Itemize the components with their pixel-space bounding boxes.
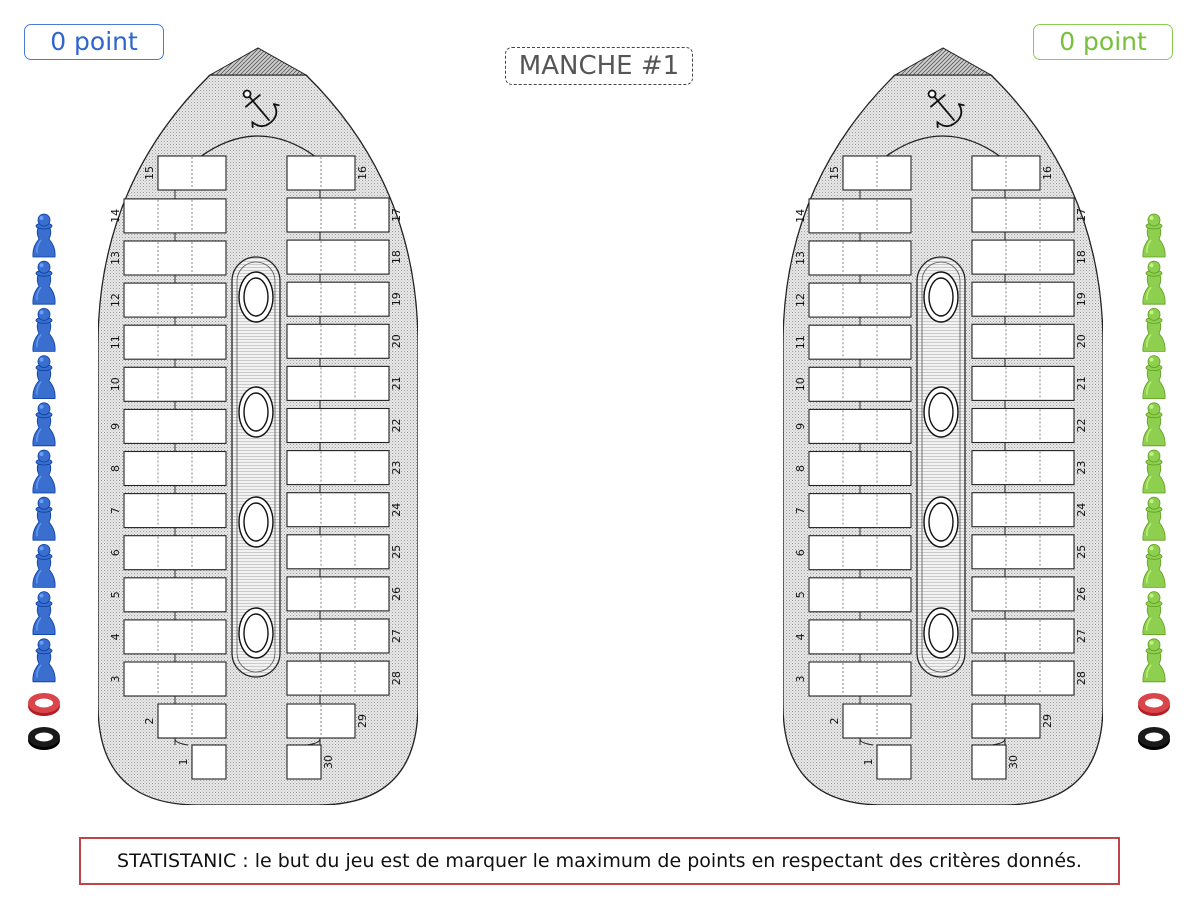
porthole-icon (239, 387, 273, 437)
board-square-11[interactable] (109, 325, 226, 359)
board-square-number: 4 (794, 633, 807, 641)
ship-board-right (783, 45, 1103, 805)
board-square-number: 22 (1075, 418, 1088, 433)
pawn-reserve-svg (27, 213, 61, 758)
board-square-number: 6 (794, 549, 807, 557)
board-square-13[interactable] (109, 241, 226, 275)
board-square-13[interactable] (794, 241, 911, 275)
board-square-18[interactable] (972, 240, 1088, 274)
board-square-25[interactable] (972, 535, 1088, 569)
board-square-number: 9 (794, 422, 807, 430)
board-square-number: 28 (390, 671, 403, 686)
pawn-piece[interactable] (33, 308, 55, 351)
board-square-number: 14 (794, 208, 807, 223)
board-square-number: 17 (390, 208, 403, 222)
board-square-number: 18 (1075, 250, 1088, 265)
board-square-18[interactable] (287, 240, 403, 274)
board-square-26[interactable] (972, 577, 1088, 611)
board-square-number: 29 (1041, 714, 1054, 728)
ship-board-left (98, 45, 418, 805)
board-square-17[interactable] (287, 198, 403, 232)
board-square-number: 28 (1075, 671, 1088, 686)
board-square-number: 14 (109, 208, 122, 223)
board-square-number: 26 (390, 586, 403, 601)
board-square-number: 12 (109, 293, 122, 308)
porthole-icon (239, 272, 273, 322)
porthole-icon (924, 497, 958, 547)
board-square-number: 9 (109, 422, 122, 430)
board-square-number: 7 (109, 507, 122, 515)
pawn-piece[interactable] (1143, 356, 1165, 399)
pawn-reserve-svg (1137, 213, 1171, 758)
ship-board-svg (783, 45, 1103, 805)
board-square-number: 3 (794, 675, 807, 683)
pawn-piece[interactable] (1143, 544, 1165, 587)
pawn-piece[interactable] (33, 497, 55, 540)
board-square-number: 12 (794, 293, 807, 308)
board-square-number: 22 (390, 418, 403, 433)
board-square-number: 21 (390, 376, 403, 391)
pawn-piece[interactable] (33, 356, 55, 399)
board-square-9[interactable] (794, 409, 911, 443)
board-square-number: 5 (109, 591, 122, 599)
board-square-27[interactable] (287, 619, 403, 653)
board-square-28[interactable] (972, 661, 1088, 695)
board-square-10[interactable] (794, 367, 911, 401)
board-square-number: 10 (794, 377, 807, 392)
board-square-number: 26 (1075, 586, 1088, 601)
board-square-number: 13 (794, 251, 807, 265)
board-square-14[interactable] (794, 199, 911, 233)
board-square-number: 15 (143, 166, 156, 180)
board-square-24[interactable] (287, 493, 403, 527)
board-square-21[interactable] (972, 366, 1088, 400)
board-square-19[interactable] (972, 282, 1088, 316)
porthole-icon (239, 497, 273, 547)
board-square-number: 11 (109, 335, 122, 350)
board-square-10[interactable] (109, 367, 226, 401)
board-square-number: 25 (1075, 544, 1088, 559)
pawn-piece[interactable] (1143, 403, 1165, 446)
board-square-14[interactable] (109, 199, 226, 233)
board-square-5[interactable] (109, 578, 226, 612)
pawn-piece[interactable] (33, 639, 55, 682)
ring-piece[interactable] (28, 727, 60, 750)
board-square-number: 30 (1007, 755, 1020, 769)
board-square-number: 10 (109, 377, 122, 392)
board-square-number: 6 (109, 549, 122, 557)
board-square-20[interactable] (972, 324, 1088, 358)
pawn-piece[interactable] (33, 592, 55, 635)
board-square-number: 5 (794, 591, 807, 599)
board-square-number: 8 (109, 465, 122, 472)
board-square-7[interactable] (109, 494, 226, 528)
board-square-23[interactable] (972, 451, 1088, 485)
board-square-23[interactable] (287, 451, 403, 485)
porthole-icon (924, 387, 958, 437)
board-square-8[interactable] (109, 452, 226, 486)
pawn-piece[interactable] (33, 544, 55, 587)
board-square-number: 11 (794, 335, 807, 350)
board-square-4[interactable] (109, 620, 226, 654)
board-square-6[interactable] (109, 536, 226, 570)
board-square-22[interactable] (972, 409, 1088, 443)
board-square-12[interactable] (109, 283, 226, 317)
board-square-4[interactable] (794, 620, 911, 654)
porthole-icon (239, 608, 273, 658)
pawn-piece[interactable] (33, 214, 55, 257)
board-square-number: 30 (322, 755, 335, 769)
score-left-player: 0 point (24, 24, 164, 60)
board-square-number: 20 (1075, 334, 1088, 349)
board-square-22[interactable] (287, 409, 403, 443)
board-square-5[interactable] (794, 578, 911, 612)
board-square-number: 23 (390, 460, 403, 475)
pawn-reserve-left (27, 213, 61, 758)
board-square-number: 17 (1075, 208, 1088, 222)
board-square-number: 7 (794, 507, 807, 515)
board-square-24[interactable] (972, 493, 1088, 527)
board-square-27[interactable] (972, 619, 1088, 653)
round-title: MANCHE #1 (505, 47, 693, 85)
board-square-number: 24 (390, 502, 403, 517)
board-square-9[interactable] (109, 409, 226, 443)
ring-piece[interactable] (28, 693, 60, 716)
pawn-reserve-right (1137, 213, 1171, 758)
pawn-piece[interactable] (1143, 308, 1165, 351)
ring-piece[interactable] (1138, 727, 1170, 750)
board-square-number: 1 (177, 758, 190, 766)
board-square-number: 27 (1075, 629, 1088, 643)
board-square-number: 19 (390, 292, 403, 307)
board-square-number: 4 (109, 633, 122, 641)
board-square-19[interactable] (287, 282, 403, 316)
board-square-11[interactable] (794, 325, 911, 359)
board-square-3[interactable] (109, 662, 226, 696)
board-square-12[interactable] (794, 283, 911, 317)
pawn-piece[interactable] (1143, 261, 1165, 304)
board-square-3[interactable] (794, 662, 911, 696)
board-square-number: 15 (828, 166, 841, 180)
board-square-number: 16 (1041, 166, 1054, 180)
board-square-25[interactable] (287, 535, 403, 569)
ring-piece[interactable] (1138, 693, 1170, 716)
board-square-28[interactable] (287, 661, 403, 695)
board-square-6[interactable] (794, 536, 911, 570)
pawn-piece[interactable] (33, 403, 55, 446)
porthole-icon (924, 608, 958, 658)
pawn-piece[interactable] (1143, 214, 1165, 257)
board-square-number: 29 (356, 714, 369, 728)
pawn-piece[interactable] (1143, 639, 1165, 682)
board-square-21[interactable] (287, 366, 403, 400)
porthole-icon (924, 272, 958, 322)
board-square-number: 20 (390, 334, 403, 349)
pawn-piece[interactable] (33, 261, 55, 304)
pawn-piece[interactable] (33, 450, 55, 493)
board-square-number: 2 (828, 717, 841, 725)
board-square-number: 25 (390, 544, 403, 559)
board-square-number: 23 (1075, 460, 1088, 475)
board-square-number: 24 (1075, 502, 1088, 517)
board-square-number: 8 (794, 465, 807, 472)
board-square-number: 27 (390, 629, 403, 643)
board-square-number: 3 (109, 675, 122, 683)
board-square-17[interactable] (972, 198, 1088, 232)
board-square-number: 13 (109, 251, 122, 265)
rules-banner: STATISTANIC : le but du jeu est de marquer le maximum de points en respectant des critères donnés. (79, 837, 1120, 885)
board-square-20[interactable] (287, 324, 403, 358)
board-square-number: 19 (1075, 292, 1088, 307)
score-right-player: 0 point (1033, 24, 1173, 60)
pawn-piece[interactable] (1143, 497, 1165, 540)
pawn-piece[interactable] (1143, 450, 1165, 493)
board-square-8[interactable] (794, 452, 911, 486)
board-square-number: 16 (356, 166, 369, 180)
board-square-7[interactable] (794, 494, 911, 528)
board-square-number: 1 (862, 758, 875, 766)
board-square-number: 21 (1075, 376, 1088, 391)
board-square-26[interactable] (287, 577, 403, 611)
board-square-number: 2 (143, 717, 156, 725)
pawn-piece[interactable] (1143, 592, 1165, 635)
ship-board-svg (98, 45, 418, 805)
board-square-number: 18 (390, 250, 403, 265)
